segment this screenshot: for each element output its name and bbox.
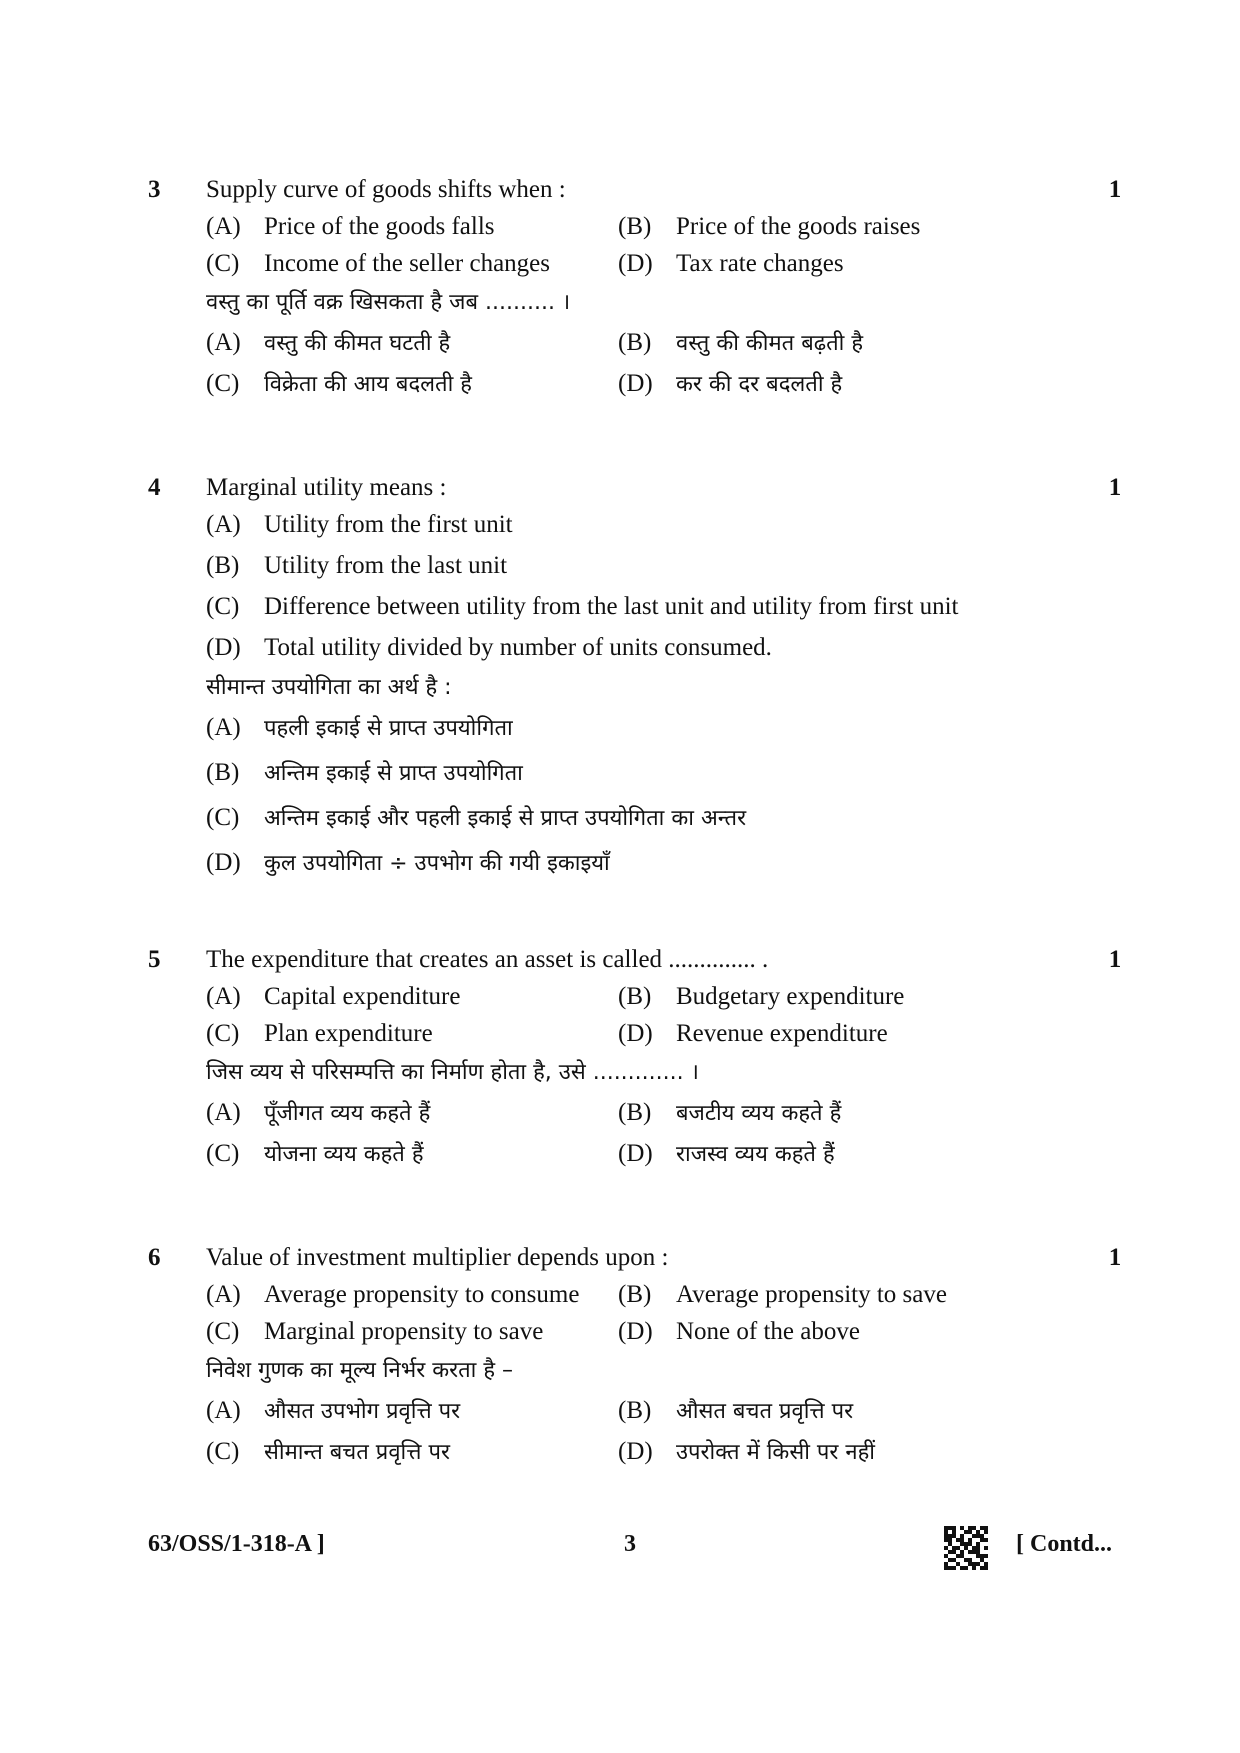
option-b-hi: (B) अन्तिम इकाई से प्राप्त उपयोगिता bbox=[206, 759, 523, 786]
question-stem-en: Marginal utility means : bbox=[206, 474, 447, 501]
option-b-hi: (B) बजटीय व्यय कहते हैं bbox=[618, 1099, 842, 1126]
page-number: 3 bbox=[624, 1531, 636, 1557]
option-c-en: (C) Plan expenditure bbox=[206, 1020, 433, 1047]
page-footer bbox=[0, 1524, 1240, 1574]
question-stem-hi: वस्तु का पूर्ति वक्र खिसकता है जब .......... । bbox=[206, 290, 571, 315]
option-a-hi: (A) औसत उपभोग प्रवृत्ति पर bbox=[206, 1397, 461, 1424]
option-b-en: (B) Utility from the last unit bbox=[206, 552, 508, 579]
option-c-en: (C) Income of the seller changes bbox=[206, 250, 550, 277]
option-b-en: (B) Average propensity to save bbox=[618, 1281, 947, 1308]
option-c-hi: (C) विक्रेता की आय बदलती है bbox=[206, 370, 472, 397]
option-c-en: (C) Difference between utility from the last unit and utility from first unit bbox=[206, 593, 959, 620]
option-c-hi: (C) सीमान्त बचत प्रवृत्ति पर bbox=[206, 1438, 450, 1465]
question-marks: 1 bbox=[1108, 946, 1122, 973]
option-a-en: (A) Capital expenditure bbox=[206, 983, 461, 1010]
question-stem-hi: सीमान्त उपयोगिता का अर्थ है : bbox=[206, 675, 452, 700]
question-marks: 1 bbox=[1108, 176, 1122, 203]
question-stem-en: The expenditure that creates an asset is called .............. . bbox=[206, 946, 769, 973]
question-stem-en: Supply curve of goods shifts when : bbox=[206, 176, 566, 203]
option-d-hi: (D) उपरोक्त में किसी पर नहीं bbox=[618, 1438, 875, 1465]
paper-code: 63/OSS/1-318-A ] bbox=[148, 1531, 325, 1557]
option-d-en: (D) Total utility divided by number of units consumed. bbox=[206, 634, 772, 661]
question-marks: 1 bbox=[1108, 1244, 1122, 1271]
option-b-hi: (B) वस्तु की कीमत बढ़ती है bbox=[618, 329, 864, 356]
option-a-hi: (A) पहली इकाई से प्राप्त उपयोगिता bbox=[206, 714, 513, 741]
question-stem-hi: निवेश गुणक का मूल्य निर्भर करता है – bbox=[206, 1358, 513, 1383]
option-c-hi: (C) योजना व्यय कहते हैं bbox=[206, 1140, 424, 1167]
option-d-en: (D) Tax rate changes bbox=[618, 250, 844, 277]
option-a-en: (A) Price of the goods falls bbox=[206, 213, 495, 240]
option-a-hi: (A) पूँजीगत व्यय कहते हैं bbox=[206, 1099, 431, 1126]
option-b-hi: (B) औसत बचत प्रवृत्ति पर bbox=[618, 1397, 854, 1424]
question-marks: 1 bbox=[1108, 474, 1122, 501]
question-stem-en: Value of investment multiplier depends upon : bbox=[206, 1244, 669, 1271]
option-a-hi: (A) वस्तु की कीमत घटती है bbox=[206, 329, 451, 356]
question-stem-hi: जिस व्यय से परिसम्पत्ति का निर्माण होता है, उसे ............. । bbox=[206, 1060, 699, 1085]
option-c-en: (C) Marginal propensity to save bbox=[206, 1318, 544, 1345]
option-b-en: (B) Price of the goods raises bbox=[618, 213, 921, 240]
option-d-en: (D) None of the above bbox=[618, 1318, 860, 1345]
question-number: 5 bbox=[148, 946, 161, 973]
option-a-en: (A) Average propensity to consume bbox=[206, 1281, 580, 1308]
option-d-hi: (D) कर की दर बदलती है bbox=[618, 370, 843, 397]
option-c-hi: (C) अन्तिम इकाई और पहली इकाई से प्राप्त उपयोगिता का अन्तर bbox=[206, 804, 747, 831]
question-number: 3 bbox=[148, 176, 161, 203]
continued-label: [ Contd... bbox=[1016, 1531, 1113, 1557]
question-number: 4 bbox=[148, 474, 161, 501]
option-b-en: (B) Budgetary expenditure bbox=[618, 983, 905, 1010]
option-d-hi: (D) राजस्व व्यय कहते हैं bbox=[618, 1140, 835, 1167]
question-number: 6 bbox=[148, 1244, 161, 1271]
option-d-hi: (D) कुल उपयोगिता ÷ उपभोग की गयी इकाइयाँ bbox=[206, 849, 610, 876]
qr-code-icon bbox=[944, 1526, 988, 1570]
option-d-en: (D) Revenue expenditure bbox=[618, 1020, 888, 1047]
option-a-en: (A) Utility from the first unit bbox=[206, 511, 513, 538]
